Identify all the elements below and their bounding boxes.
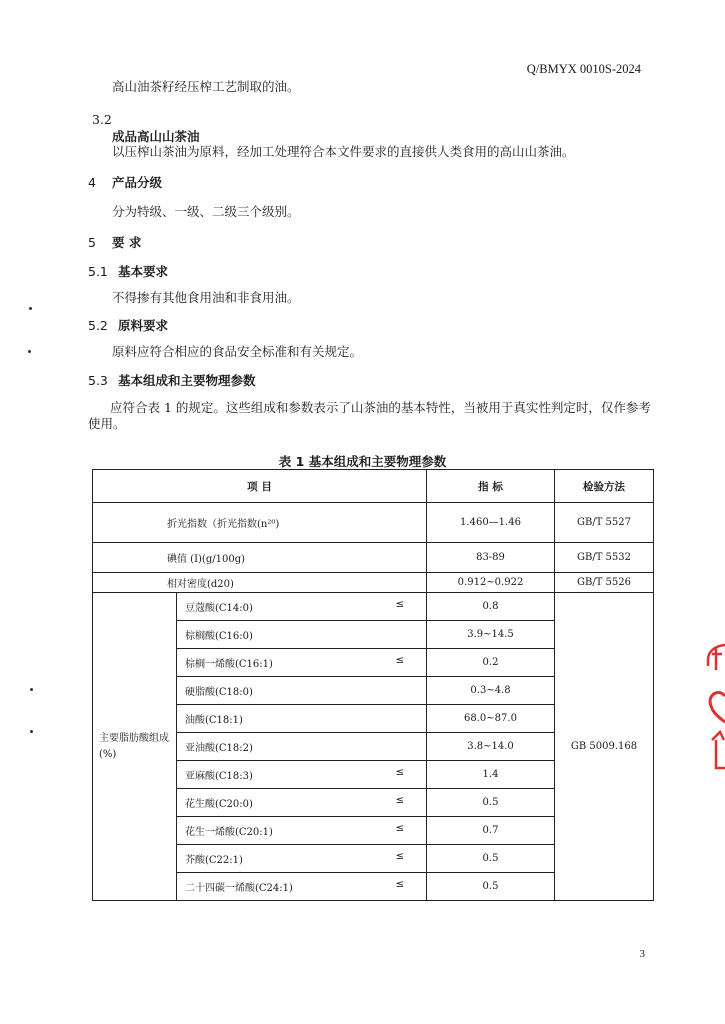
fatty-acid-value: 3.9~14.5: [427, 621, 555, 649]
fatty-acid-name: 二十四碳一烯酸(C24:1) ≤: [177, 873, 427, 901]
section-5-1-text: 不得掺有其他食用油和非食用油。: [112, 290, 300, 305]
section-number: 4: [88, 175, 96, 190]
row-index: 0.912~0.922: [427, 573, 555, 593]
scan-speck: [30, 688, 33, 691]
row-method: GB/T 5527: [555, 503, 654, 543]
section-5-1-heading: [88, 262, 168, 280]
section-title: 基本组成和主要物理参数: [118, 373, 256, 388]
section-4-heading: [88, 173, 162, 191]
fatty-acid-group-label: 主要脂肪酸组成(%): [93, 593, 177, 901]
fatty-acid-value: 0.5: [427, 789, 555, 817]
row-index: 83-89: [427, 543, 555, 573]
section-5-3-text-line2: 使用。: [88, 416, 126, 431]
row-item: 折光指数（折光指数(n²⁰): [93, 503, 427, 543]
scan-speck: [29, 307, 32, 310]
def-3-2-number: 3.2: [92, 112, 112, 127]
section-title: 产品分级: [112, 175, 163, 190]
page-number: 3: [639, 948, 645, 960]
row-method: GB/T 5526: [555, 573, 654, 593]
fatty-acid-name: 芥酸(C22:1) ≤: [177, 845, 427, 873]
fatty-acid-name: 豆蔻酸(C14:0) ≤: [177, 593, 427, 621]
le-symbol: ≤: [395, 823, 404, 834]
row-item: 碘值 (I)(g/100g): [93, 543, 427, 573]
scan-speck: [28, 350, 31, 353]
fatty-acid-name: 花生一烯酸(C20:1) ≤: [177, 817, 427, 845]
section-5-3-text-line1: 应符合表 1 的规定。这些组成和参数表示了山茶油的基本特性，当被用于真实性判定时，仅作参考: [110, 400, 651, 415]
intro-line: 高山油茶籽经压榨工艺制取的油。: [112, 79, 300, 94]
le-symbol: ≤: [395, 655, 404, 666]
fatty-acid-value: 0.2: [427, 649, 555, 677]
fatty-acid-value: 0.5: [427, 845, 555, 873]
table-row: [93, 573, 654, 593]
header-method: 检验方法: [555, 470, 654, 503]
section-title: 原料要求: [118, 318, 169, 333]
fatty-acid-name: 花生酸(C20:0) ≤: [177, 789, 427, 817]
fatty-acid-method: GB 5009.168: [555, 593, 654, 901]
fatty-acid-value: 68.0~87.0: [427, 705, 555, 733]
fatty-acid-name: 棕榈一烯酸(C16:1) ≤: [177, 649, 427, 677]
section-5-3-heading: [88, 371, 256, 389]
le-symbol: ≤: [395, 851, 404, 862]
le-symbol: ≤: [395, 879, 404, 890]
le-symbol: ≤: [395, 599, 404, 610]
fatty-acid-name: 亚油酸(C18:2): [177, 733, 427, 761]
red-seal-icon: [702, 640, 725, 775]
row-item: 相对密度(d20): [93, 573, 427, 593]
fatty-acid-row: [93, 593, 654, 621]
standard-number: Q/BMYX 0010S-2024: [526, 62, 641, 76]
section-number: 5.3: [88, 373, 108, 388]
le-symbol: ≤: [395, 767, 404, 778]
section-4-text: 分为特级、一级、二级三个级别。: [112, 204, 300, 219]
section-number: 5.1: [88, 264, 108, 279]
row-index: 1.460—1.46: [427, 503, 555, 543]
table-header-row: [93, 470, 654, 503]
table-row: [93, 543, 654, 573]
table-caption: 表 1 基本组成和主要物理参数: [278, 454, 447, 469]
section-number: 5.2: [88, 318, 108, 333]
header-item: 项 目: [93, 470, 427, 503]
header-index: 指 标: [427, 470, 555, 503]
fatty-acid-value: 0.5: [427, 873, 555, 901]
section-title: 要 求: [112, 235, 142, 250]
fatty-acid-value: 1.4: [427, 761, 555, 789]
fatty-acid-value: 0.7: [427, 817, 555, 845]
le-symbol: ≤: [395, 795, 404, 806]
section-5-heading: [88, 233, 141, 251]
def-3-2-title: 成品高山山茶油: [112, 129, 200, 144]
fatty-acid-name: 棕榈酸(C16:0): [177, 621, 427, 649]
section-5-2-text: 原料应符合相应的食品安全标准和有关规定。: [112, 344, 363, 359]
table-row: [93, 503, 654, 543]
fatty-acid-value: 0.8: [427, 593, 555, 621]
fatty-acid-name: 亚麻酸(C18:3) ≤: [177, 761, 427, 789]
section-5-2-heading: [88, 316, 168, 334]
scan-speck: [30, 730, 33, 733]
section-title: 基本要求: [118, 264, 169, 279]
def-3-2-text: 以压榨山茶油为原料，经加工处理符合本文件要求的直接供人类食用的高山山茶油。: [112, 144, 575, 159]
fatty-acid-name: 硬脂酸(C18:0): [177, 677, 427, 705]
section-number: 5: [88, 235, 96, 250]
fatty-acid-name: 油酸(C18:1): [177, 705, 427, 733]
fatty-acid-value: 3.8~14.0: [427, 733, 555, 761]
row-method: GB/T 5532: [555, 543, 654, 573]
parameters-table: [92, 469, 654, 901]
fatty-acid-value: 0.3~4.8: [427, 677, 555, 705]
